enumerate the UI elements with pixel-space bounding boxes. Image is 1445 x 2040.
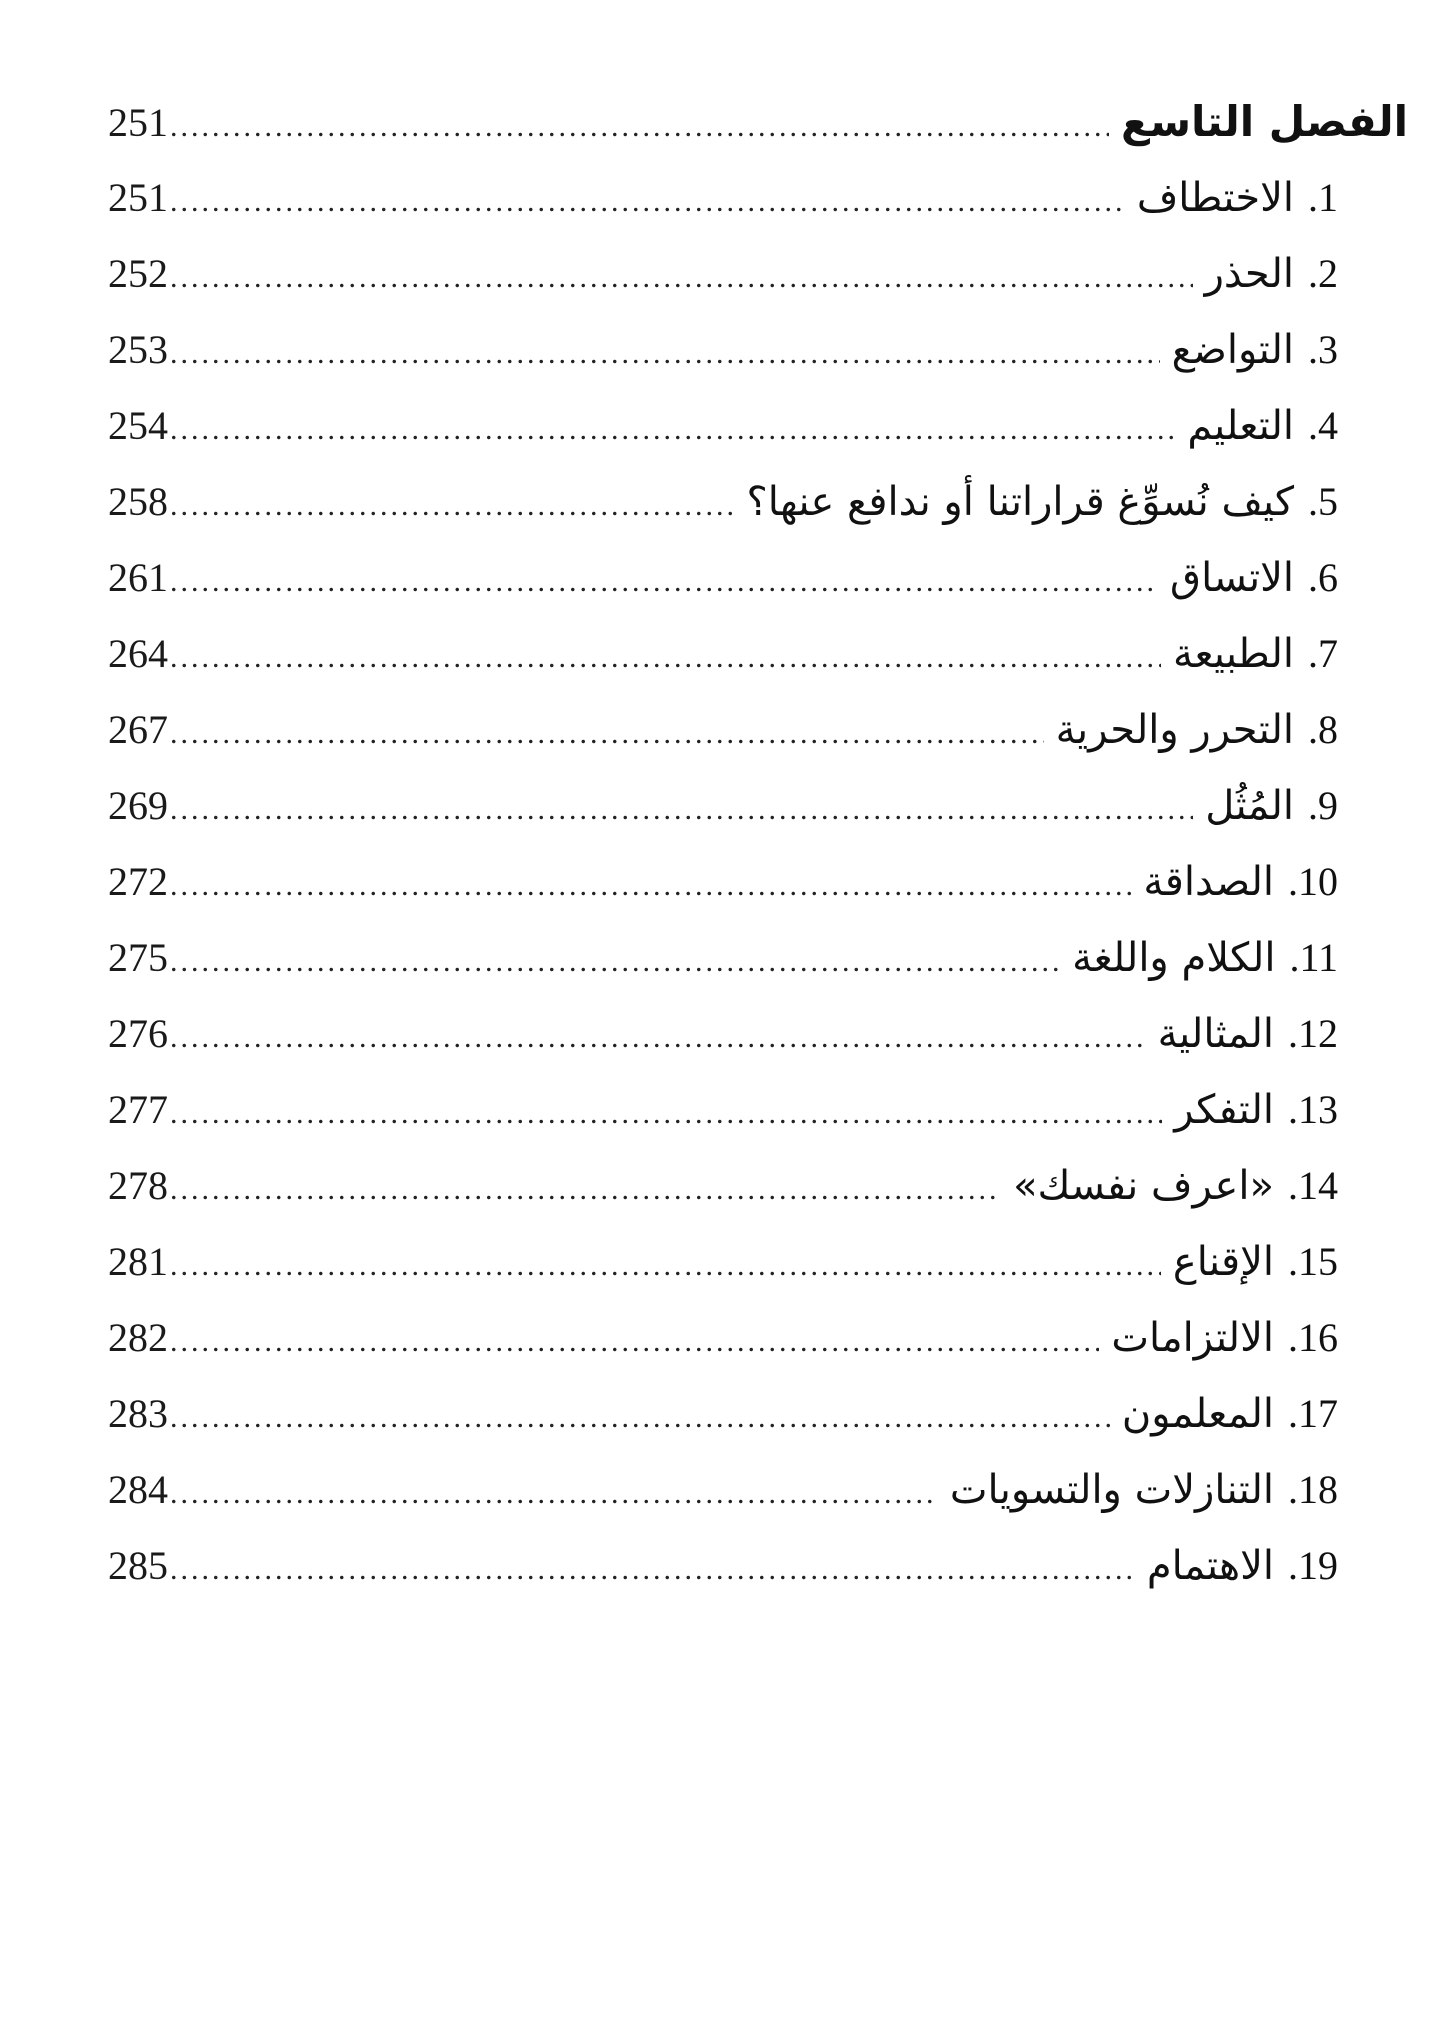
toc-entry[interactable] [108, 464, 1408, 540]
page-number: 267 [108, 707, 168, 752]
dot-leader [170, 696, 1044, 772]
dot-leader [170, 924, 1060, 1000]
dot-leader [170, 240, 1193, 316]
entry-text: التحرر والحرية [1055, 707, 1294, 753]
entry-title [1143, 844, 1338, 920]
dot-leader [170, 772, 1193, 848]
page-number: 253 [108, 327, 168, 372]
toc-entry[interactable] [108, 540, 1408, 616]
page-number: 261 [108, 555, 168, 600]
table-of-contents [108, 84, 1408, 1604]
entry-number: 4. [1308, 403, 1338, 448]
dot-leader [170, 1076, 1162, 1152]
entry-title [1172, 312, 1338, 388]
dot-leader [170, 89, 1109, 165]
toc-entry[interactable] [108, 388, 1408, 464]
entry-title [1187, 388, 1338, 464]
entry-number: 12. [1288, 1011, 1338, 1056]
entry-title [1137, 160, 1338, 236]
dot-leader [170, 620, 1161, 696]
dot-leader [170, 468, 735, 544]
entry-text: التنازلات والتسويات [949, 1467, 1274, 1513]
entry-title [1013, 1148, 1338, 1224]
entry-text: الصداقة [1143, 859, 1274, 905]
entry-number: 6. [1308, 555, 1338, 600]
entry-number: 5. [1308, 479, 1338, 524]
entry-text: كيف نُسوِّغ قراراتنا أو ندافع عنها؟ [746, 479, 1294, 525]
toc-entry[interactable] [108, 1072, 1408, 1148]
entry-title [1170, 540, 1338, 616]
toc-entry[interactable] [108, 616, 1408, 692]
entry-number: 17. [1288, 1391, 1338, 1436]
entry-text: الطبيعة [1173, 631, 1294, 677]
entry-text: المعلمون [1121, 1391, 1274, 1437]
page-number: 251 [108, 175, 168, 220]
page-number: 284 [108, 1467, 168, 1512]
dot-leader [170, 848, 1131, 924]
page-number: 258 [108, 479, 168, 524]
entry-text: الحذر [1204, 251, 1294, 297]
page-number: 272 [108, 859, 168, 904]
dot-leader [170, 1456, 938, 1532]
page-number: 264 [108, 631, 168, 676]
entry-number: 16. [1288, 1315, 1338, 1360]
entry-title [1158, 996, 1338, 1072]
dot-leader [170, 1152, 1001, 1228]
entry-number: 9. [1308, 783, 1338, 828]
toc-entry[interactable] [108, 236, 1408, 312]
page-number: 282 [108, 1315, 168, 1360]
page-number: 278 [108, 1163, 168, 1208]
entry-text: الالتزامات [1111, 1315, 1274, 1361]
entry-number: 3. [1308, 327, 1338, 372]
toc-entry[interactable] [108, 920, 1408, 996]
toc-chapter-heading[interactable] [108, 84, 1408, 160]
entry-number: 8. [1308, 707, 1338, 752]
entry-title [1111, 1300, 1338, 1376]
entry-number: 15. [1288, 1239, 1338, 1284]
entry-title [950, 1452, 1338, 1528]
entry-text: المُثُل [1205, 783, 1294, 829]
entry-text: التواضع [1171, 327, 1294, 373]
entry-number: 2. [1308, 251, 1338, 296]
entry-text: التفكر [1174, 1087, 1274, 1133]
dot-leader [170, 1532, 1135, 1608]
toc-entry[interactable] [108, 1528, 1408, 1604]
toc-entry[interactable] [108, 692, 1408, 768]
entry-number: 11. [1289, 935, 1338, 980]
toc-entry[interactable] [108, 1376, 1408, 1452]
toc-entry[interactable] [108, 1452, 1408, 1528]
entry-text: المثالية [1157, 1011, 1274, 1057]
entry-number: 18. [1288, 1467, 1338, 1512]
entry-title [1205, 768, 1338, 844]
dot-leader [170, 544, 1158, 620]
entry-number: 14. [1288, 1163, 1338, 1208]
entry-text: الاختطاف [1136, 175, 1294, 221]
dot-leader [170, 1304, 1099, 1380]
entry-text: التعليم [1187, 403, 1294, 449]
page-number: 254 [108, 403, 168, 448]
toc-entry[interactable] [108, 1224, 1408, 1300]
entry-title [1147, 1528, 1338, 1604]
page-number: 251 [108, 100, 168, 145]
entry-number: 1. [1308, 175, 1338, 220]
dot-leader [170, 316, 1160, 392]
dot-leader [170, 164, 1125, 240]
entry-title [1174, 1072, 1338, 1148]
entry-text: الاتساق [1170, 555, 1294, 601]
page-number: 283 [108, 1391, 168, 1436]
chapter-title: الفصل التاسع [1121, 97, 1408, 146]
entry-title [1056, 692, 1338, 768]
page-number: 281 [108, 1239, 168, 1284]
entry-title [1173, 1224, 1338, 1300]
toc-entry[interactable] [108, 844, 1408, 920]
page-number: 269 [108, 783, 168, 828]
toc-entry[interactable] [108, 160, 1408, 236]
entry-number: 7. [1308, 631, 1338, 676]
page-number: 252 [108, 251, 168, 296]
entry-number: 10. [1288, 859, 1338, 904]
entry-text: الكلام واللغة [1072, 935, 1276, 981]
dot-leader [170, 392, 1175, 468]
dot-leader [170, 1380, 1110, 1456]
toc-entry[interactable] [108, 1300, 1408, 1376]
entry-title [747, 464, 1338, 540]
page-number: 285 [108, 1543, 168, 1588]
toc-entry[interactable] [108, 312, 1408, 388]
entry-title [1122, 1376, 1338, 1452]
entry-title [1173, 616, 1338, 692]
dot-leader [170, 1000, 1146, 1076]
dot-leader [170, 1228, 1161, 1304]
page-number: 275 [108, 935, 168, 980]
entry-title [1072, 920, 1338, 996]
entry-title [1205, 236, 1338, 312]
toc-entry[interactable] [108, 996, 1408, 1072]
entry-text: الإقناع [1172, 1239, 1274, 1285]
entry-text: «اعرف نفسك» [1013, 1163, 1274, 1209]
page-number: 276 [108, 1011, 168, 1056]
page-number: 277 [108, 1087, 168, 1132]
entry-number: 13. [1288, 1087, 1338, 1132]
toc-entry[interactable] [108, 1148, 1408, 1224]
toc-entry[interactable] [108, 768, 1408, 844]
entry-text: الاهتمام [1146, 1543, 1274, 1589]
entry-number: 19. [1288, 1543, 1338, 1588]
